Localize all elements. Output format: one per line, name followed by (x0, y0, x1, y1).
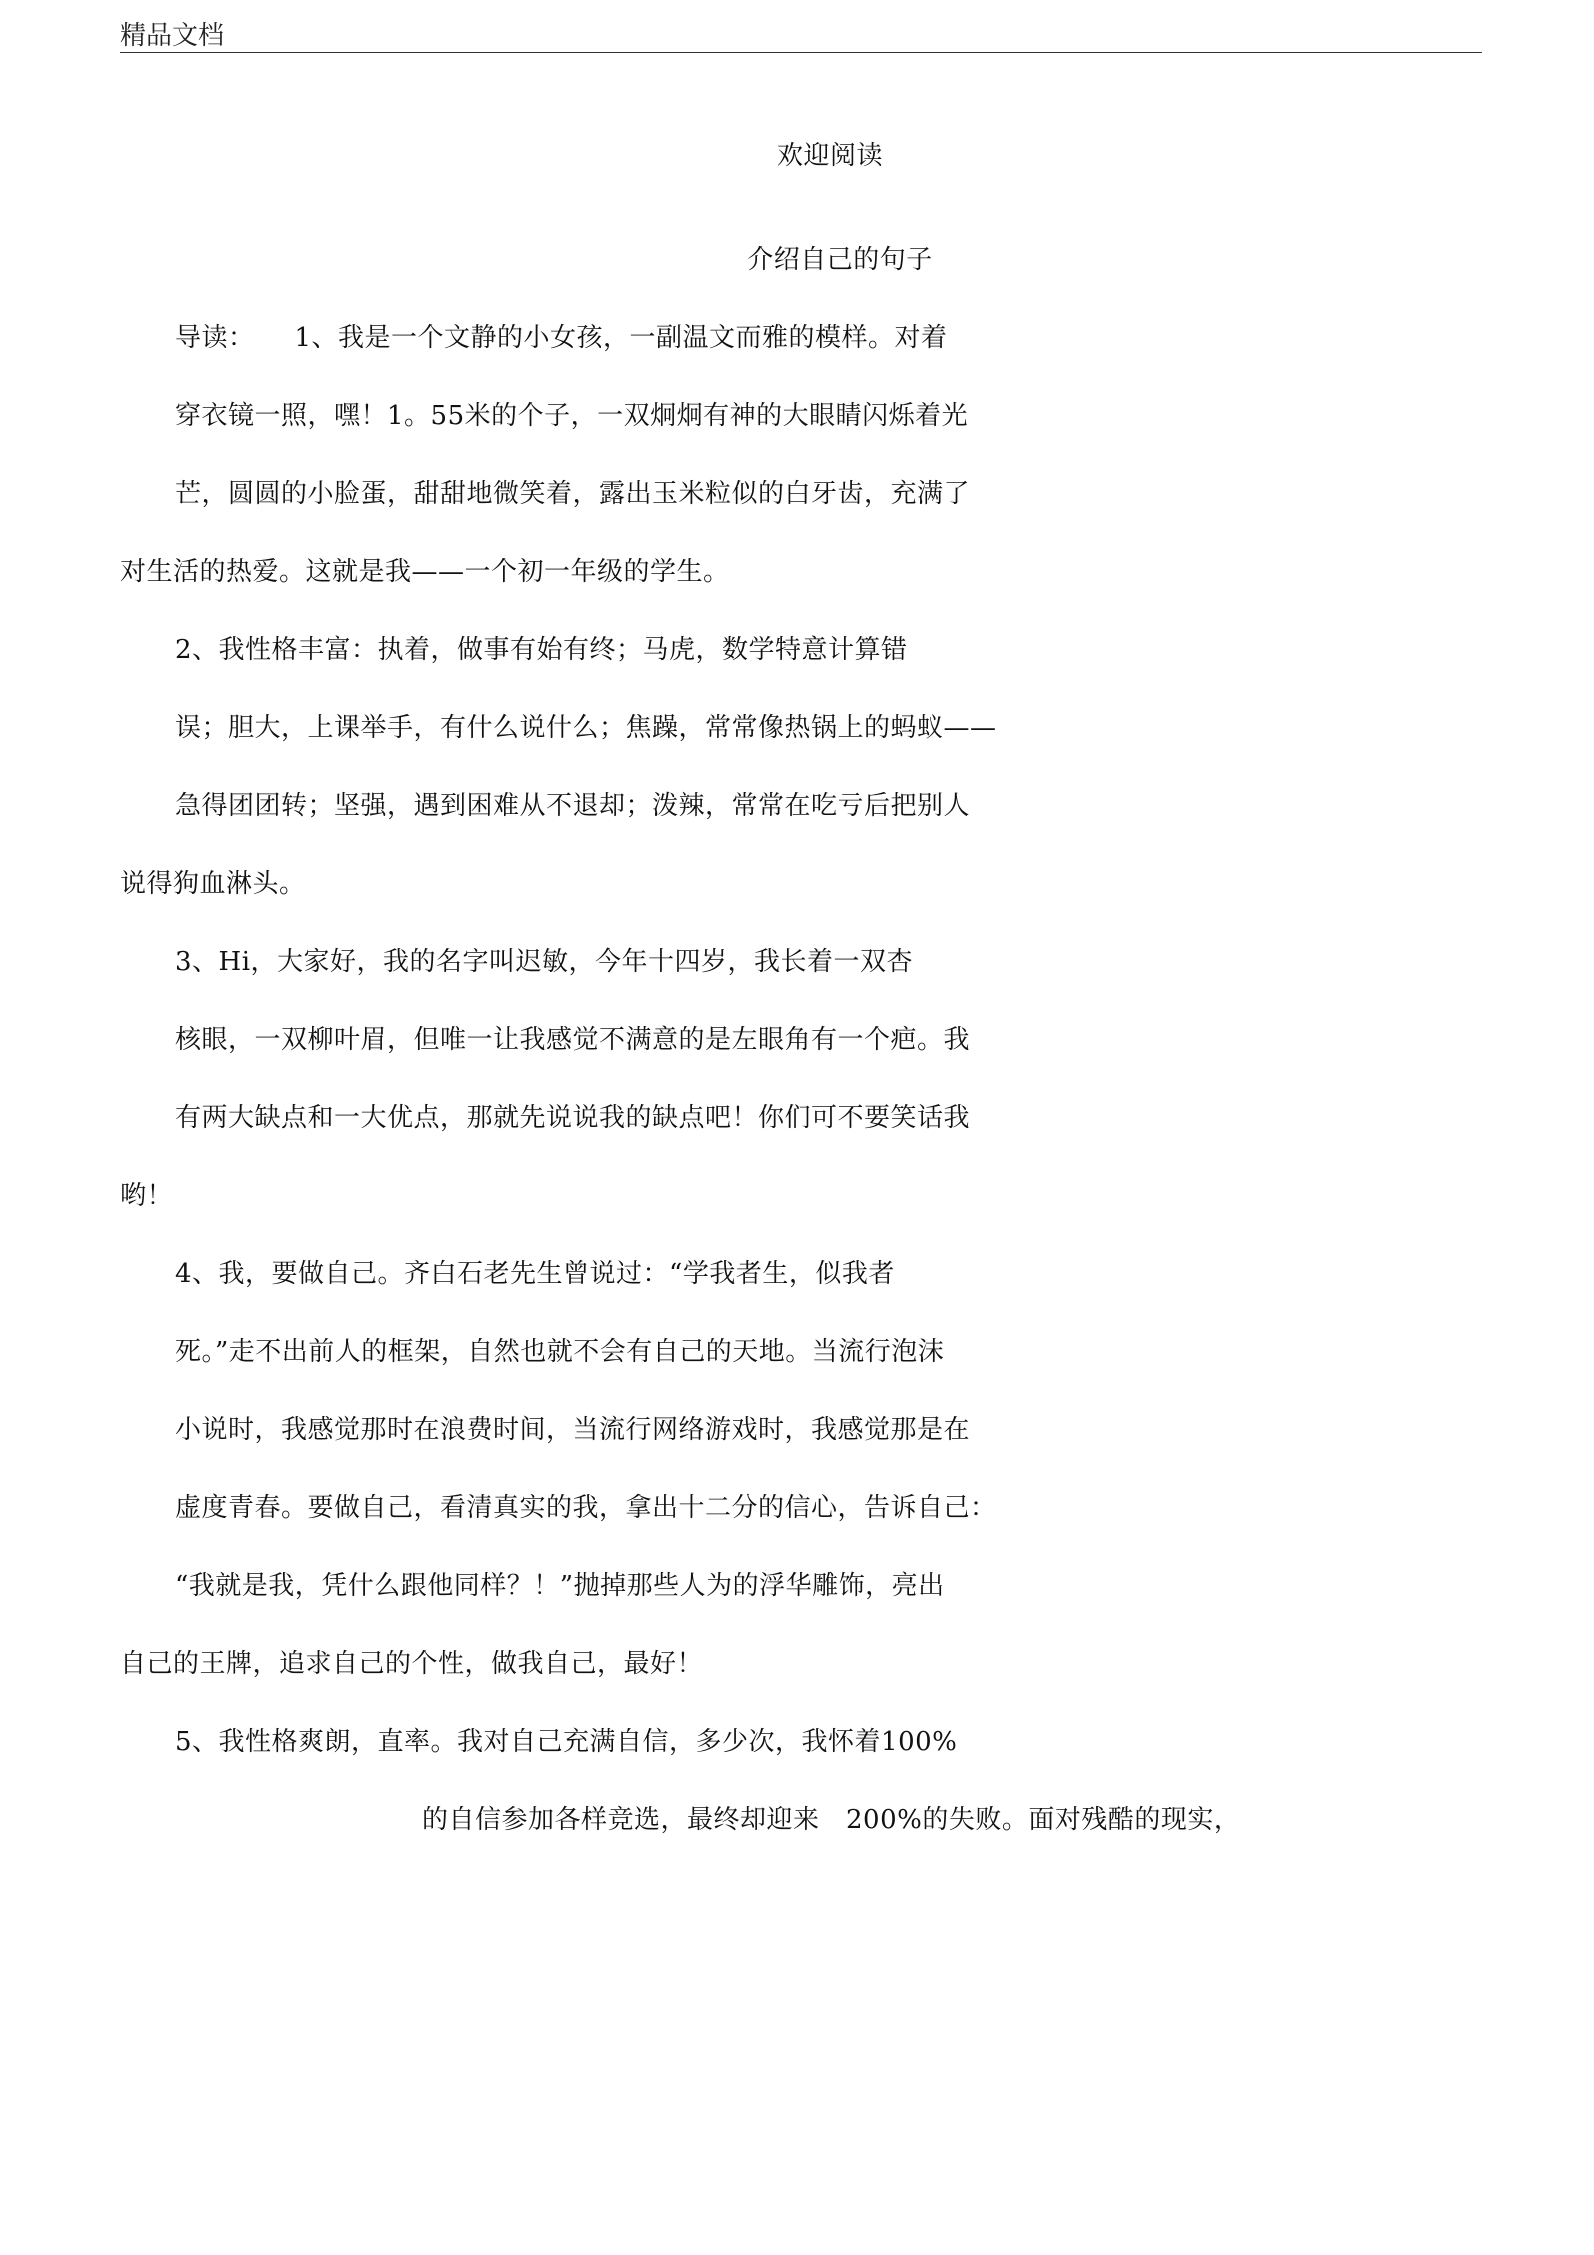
paragraph-line: 自己的王牌，追求自己的个性，做我自己，最好！ (120, 1649, 704, 1679)
paragraph-line: 导读： 1、我是一个文静的小女孩，一副温文而雅的模样。对着 (175, 323, 948, 353)
paragraph-line: 核眼，一双柳叶眉，但唯一让我感觉不满意的是左眼角有一个疤。我 (175, 1025, 971, 1055)
paragraph-line: 4、我，要做自己。齐白石老先生曾说过：“学我者生，似我者 (175, 1259, 895, 1289)
paragraph-line: 说得狗血淋头。 (120, 869, 306, 899)
paragraph-line: 急得团团转；坚强，遇到困难从不退却；泼辣，常常在吃亏后把别人 (175, 791, 971, 821)
paragraph-line: 死。”走不出前人的框架，自然也就不会有自己的天地。当流行泡沫 (175, 1337, 945, 1367)
header-divider (120, 52, 1482, 53)
welcome-heading: 欢迎阅读 (776, 141, 883, 171)
paragraph-line: 5、我性格爽朗，直率。我对自己充满自信，多少次，我怀着100% (175, 1727, 958, 1757)
paragraph-line: 的自信参加各样竞选，最终却迎来 200%的失败。面对残酷的现实， (422, 1805, 1241, 1835)
document-title: 介绍自己的句子 (747, 245, 933, 275)
paragraph-line: 虚度青春。要做自己，看清真实的我，拿出十二分的信心，告诉自己： (175, 1493, 997, 1523)
paragraph-line: “我就是我，凭什么跟他同样？！”抛掉那些人为的浮华雕饰，亮出 (175, 1571, 945, 1601)
paragraph-line: 2、我性格丰富：执着，做事有始有终；马虎，数学特意计算错 (175, 635, 908, 665)
paragraph-line: 3、Hi，大家好，我的名字叫迟敏，今年十四岁，我长着一双杏 (175, 947, 914, 977)
paragraph-line: 对生活的热爱。这就是我——一个初一年级的学生。 (120, 557, 730, 587)
paragraph-line: 哟！ (120, 1181, 174, 1211)
paragraph-line: 穿衣镜一照，嘿！1。55米的个子，一双炯炯有神的大眼睛闪烁着光 (175, 401, 969, 431)
paragraph-line: 小说时，我感觉那时在浪费时间，当流行网络游戏时，我感觉那是在 (175, 1415, 971, 1445)
paragraph-line: 芒，圆圆的小脸蛋，甜甜地微笑着，露出玉米粒似的白牙齿，充满了 (175, 479, 971, 509)
paragraph-line: 误；胆大，上课举手，有什么说什么；焦躁，常常像热锅上的蚂蚁—— (175, 713, 997, 743)
paragraph-line: 有两大缺点和一大优点，那就先说说我的缺点吧！你们可不要笑话我 (175, 1103, 971, 1133)
header-label: 精品文档 (120, 21, 225, 51)
